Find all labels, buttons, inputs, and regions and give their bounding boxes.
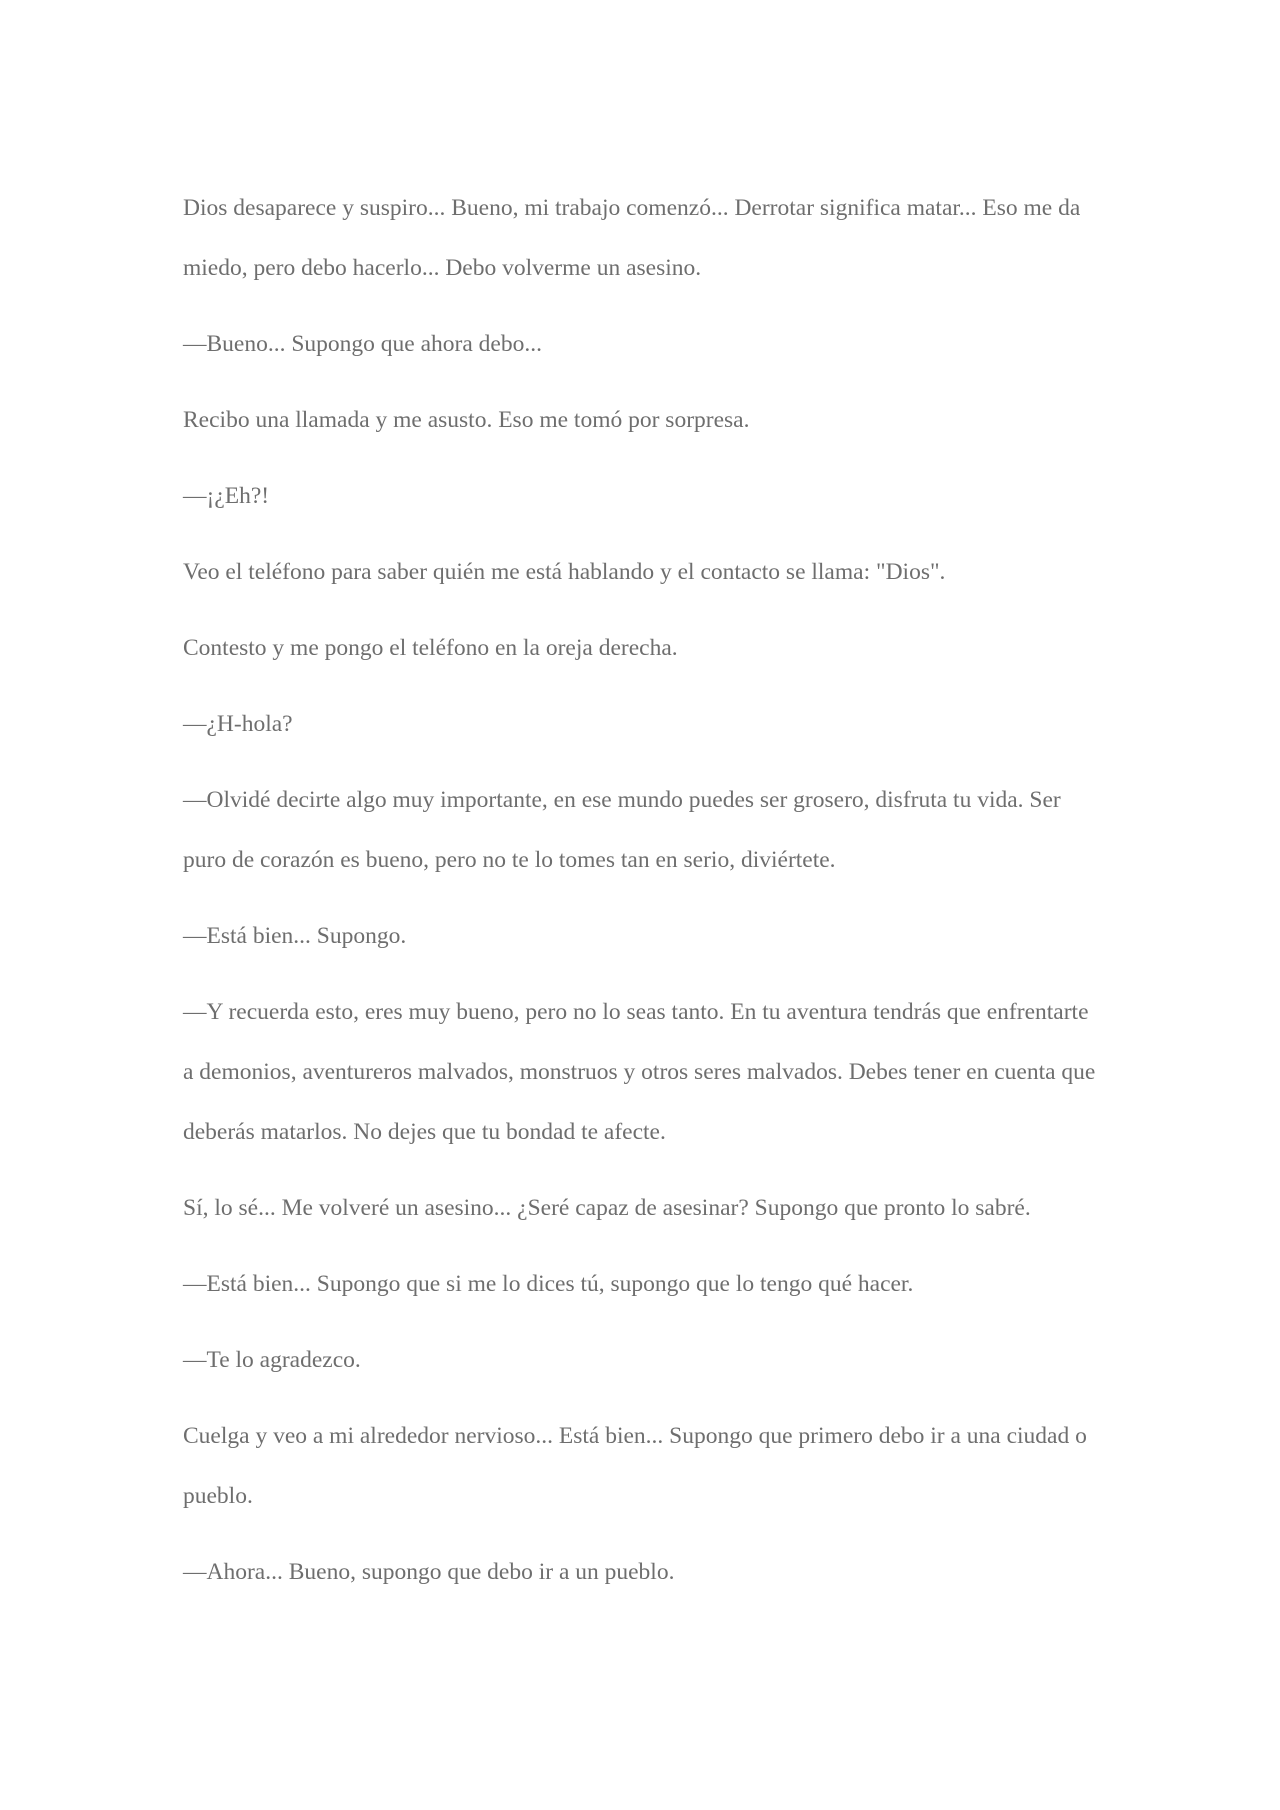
paragraph: —Está bien... Supongo que si me lo dices tú, supongo que lo tengo qué hacer. [183, 1271, 914, 1297]
paragraph: —Está bien... Supongo. [183, 923, 407, 949]
paragraph: —Bueno... Supongo que ahora debo... [183, 331, 542, 357]
paragraph: Recibo una llamada y me asusto. Eso me tomó por sorpresa. [183, 407, 750, 433]
paragraph: Sí, lo sé... Me volveré un asesino... ¿Seré capaz de asesinar? Supongo que pronto lo sabré. [183, 1195, 1031, 1221]
paragraph: —Olvidé decirte algo muy importante, en ese mundo puedes ser grosero, disfruta tu vida. Ser puro de corazón es bueno, pero no te lo tomes tan en serio, diviértete. [183, 787, 1061, 873]
paragraph: Veo el teléfono para saber quién me está hablando y el contacto se llama: "Dios". [183, 559, 946, 585]
paragraph: —¡¿Eh?! [183, 483, 270, 509]
paragraph: Contesto y me pongo el teléfono en la oreja derecha. [183, 635, 678, 661]
paragraph: —Te lo agradezco. [183, 1347, 361, 1373]
paragraph: —Y recuerda esto, eres muy bueno, pero no lo seas tanto. En tu aventura tendrás que enfrentarte a demonios, aventureros malvados, monstruos y otros seres malvados. Debes tener en cuenta que deberás matarlos. No dejes que tu bondad te afecte. [183, 999, 1096, 1145]
paragraph: —Ahora... Bueno, supongo que debo ir a un pueblo. [183, 1559, 675, 1585]
paragraph: —¿H-hola? [183, 711, 293, 737]
paragraph: Cuelga y veo a mi alrededor nervioso... Está bien... Supongo que primero debo ir a una ciudad o pueblo. [183, 1423, 1087, 1509]
paragraph: Dios desaparece y suspiro... Bueno, mi trabajo comenzó... Derrotar significa matar... Eso me da miedo, pero debo hacerlo... Debo volverme un asesino. [183, 195, 1081, 281]
document-body [183, 178, 1103, 1618]
